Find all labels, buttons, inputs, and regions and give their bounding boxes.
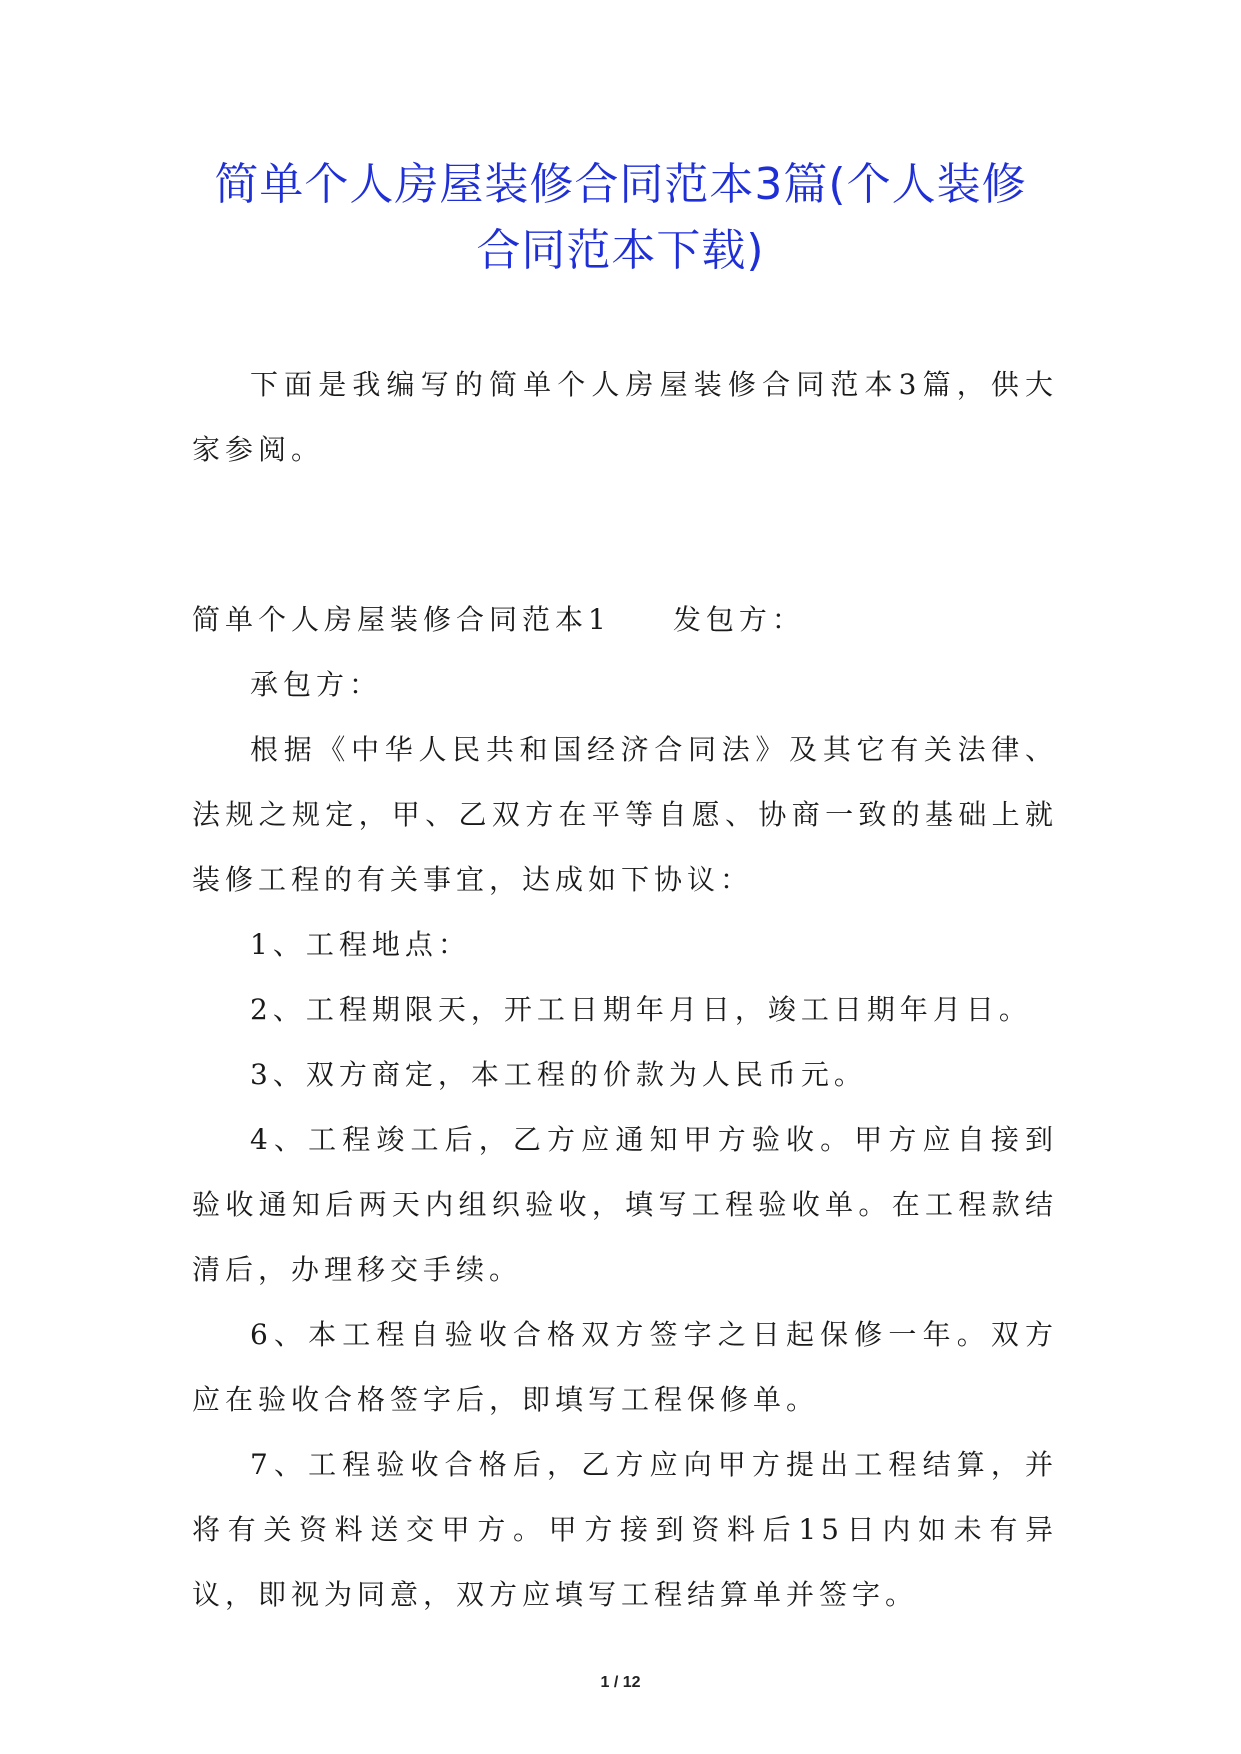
clause-3: 3、双方商定，本工程的价款为人民币元。 <box>250 1058 867 1091</box>
clause-7: 7、工程验收合格后，乙方应向甲方提出工程结算，并将有关资料送交甲方。甲方接到资料后15日内如未有异议，即视为同意，双方应填写工程结算单并签字。 <box>192 1448 1058 1611</box>
party-b-label: 承包方： <box>250 668 383 701</box>
party-a-label: 发包方： <box>672 603 805 636</box>
document-body <box>192 352 1058 1627</box>
section-heading-line <box>192 587 1058 652</box>
page-number: 1 / 12 <box>600 1674 641 1691</box>
document-title <box>150 152 1091 284</box>
title-line-2: 合同范本下载) <box>476 225 765 276</box>
intro-paragraph: 下面是我编写的简单个人房屋装修合同范本3篇，供大家参阅。 <box>192 368 1058 466</box>
clause-2: 2、工程期限天，开工日期年月日，竣工日期年月日。 <box>250 993 1032 1026</box>
spacer <box>192 482 1058 587</box>
section-1-heading: 简单个人房屋装修合同范本1 <box>192 603 611 636</box>
clause-1: 1、工程地点： <box>250 928 471 961</box>
title-line-1: 简单个人房屋装修合同范本3篇(个人装修 <box>214 159 1027 210</box>
clause-4: 4、工程竣工后，乙方应通知甲方验收。甲方应自接到验收通知后两天内组织验收，填写工程验收单。在工程款结清后，办理移交手续。 <box>192 1123 1058 1286</box>
clause-6: 6、本工程自验收合格双方签字之日起保修一年。双方应在验收合格签字后，即填写工程保修单。 <box>192 1318 1058 1416</box>
contract-preamble: 根据《中华人民共和国经济合同法》及其它有关法律、法规之规定，甲、乙双方在平等自愿、协商一致的基础上就装修工程的有关事宜，达成如下协议： <box>192 733 1058 896</box>
